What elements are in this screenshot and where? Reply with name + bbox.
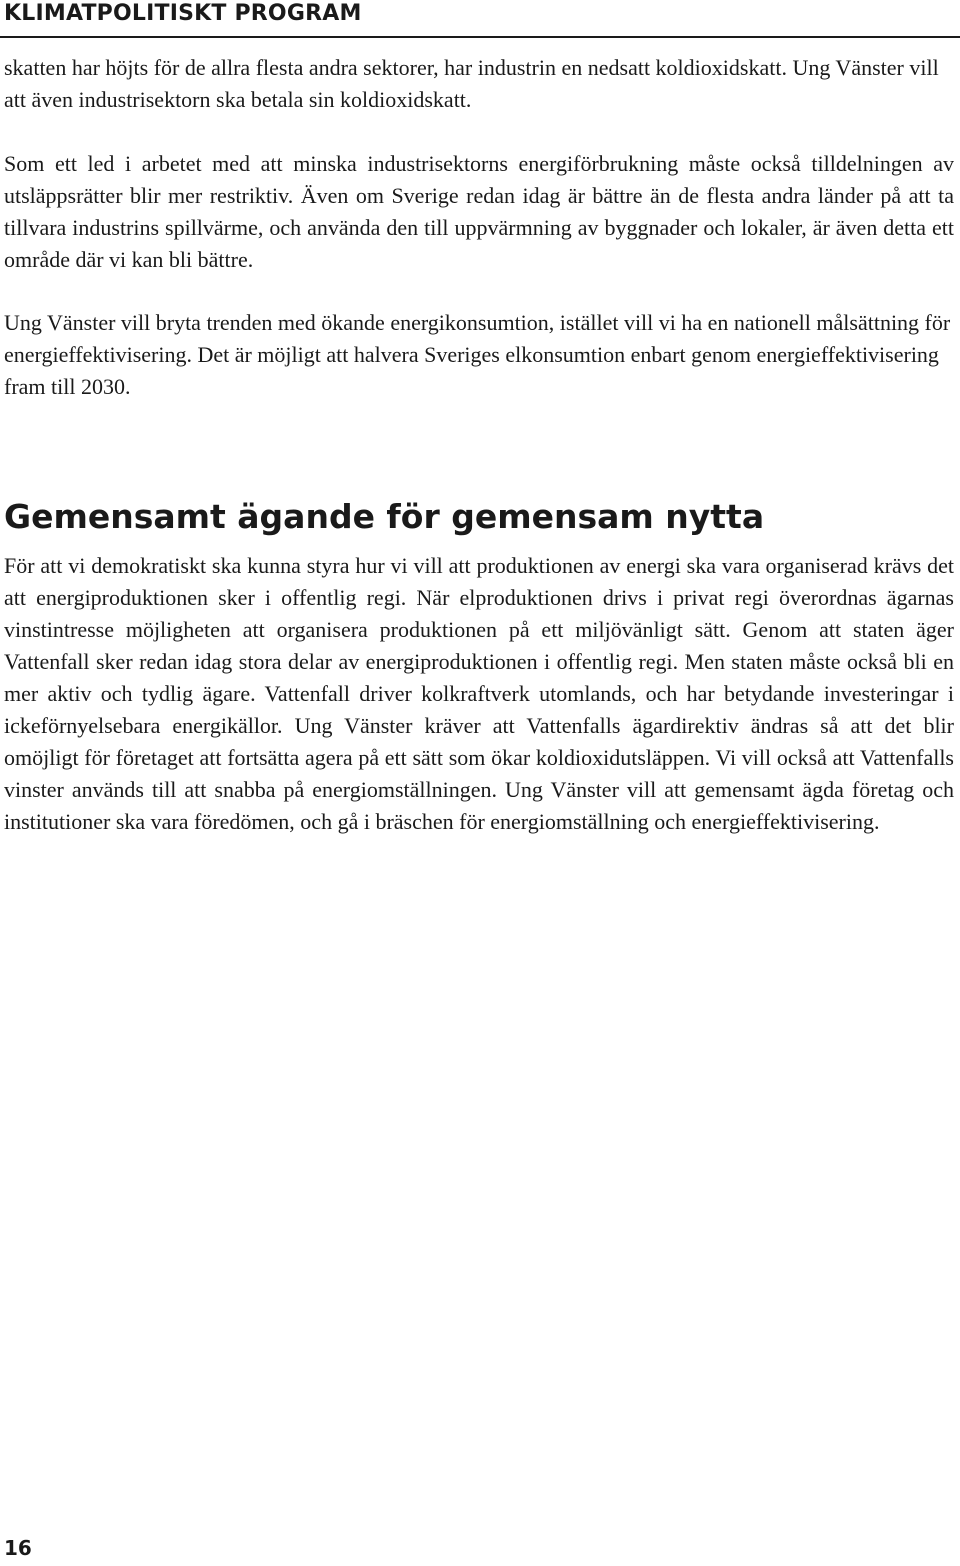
section-heading: Gemensamt ägande för gemensam nytta [4,497,765,537]
paragraph-text: skatten har höjts för de allra flesta andra sektorer, har industrin en nedsatt koldioxidskatt. Ung Vänster vill att även industrisektorn ska betala sin koldioxidskatt. [4,55,939,112]
header-rule [0,36,960,38]
paragraph-emission-allowances [4,148,954,276]
paragraph-energy-efficiency [4,307,954,403]
paragraph-text: För att vi demokratiskt ska kunna styra hur vi vill att produktionen av energi ska vara organiserad krävs det att energiproduktionen sker i offentlig regi. När elproduktionen drivs i privat regi överordnas ägarnas vinstintresse möjligheten att organisera produktionen på ett miljövänligt sätt. Genom att staten äger Vattenfall sker redan idag stora delar av energiproduktionen i offentlig regi. Men staten måste också bli en mer aktiv och tydlig ägare. Vattenfall driver kolkraftverk utomlands, och har betydande investeringar i ickeförnyelsebara energikällor. Ung Vänster kräver att Vattenfalls ägardirektiv ändras så att det blir omöjligt för företaget att fortsätta agera på ett sätt som ökar koldioxidutsläppen. Vi vill också att Vattenfalls vinster används till att snabba på energiomställningen. Ung Vänster vill att gemensamt ägda företag och institutioner ska vara föredömen, och gå i bräschen för energiomställning och energieffektivisering. [4,553,954,834]
paragraph-carbon-tax [4,52,954,116]
running-header: KLIMATPOLITISKT PROGRAM [4,1,362,26]
paragraph-text: Som ett led i arbetet med att minska industrisektorns energiförbrukning måste också tilldelningen av utsläppsrätter blir mer restriktiv. Även om Sverige redan idag är bättre än de flesta andra länder på att ta tillvara industrins spillvärme, och använda den till uppvärmning av byggnader och lokaler, är även detta ett område där vi kan bli bättre. [4,151,954,272]
paragraph-text: Ung Vänster vill bryta trenden med ökande energikonsumtion, istället vill vi ha en nationell målsättning för energieffektivisering. Det är möjligt att halvera Sveriges elkonsumtion enbart genom energieffektivisering fram till 2030. [4,310,951,399]
page-number: 16 [4,1536,32,1560]
section-body [4,550,954,838]
